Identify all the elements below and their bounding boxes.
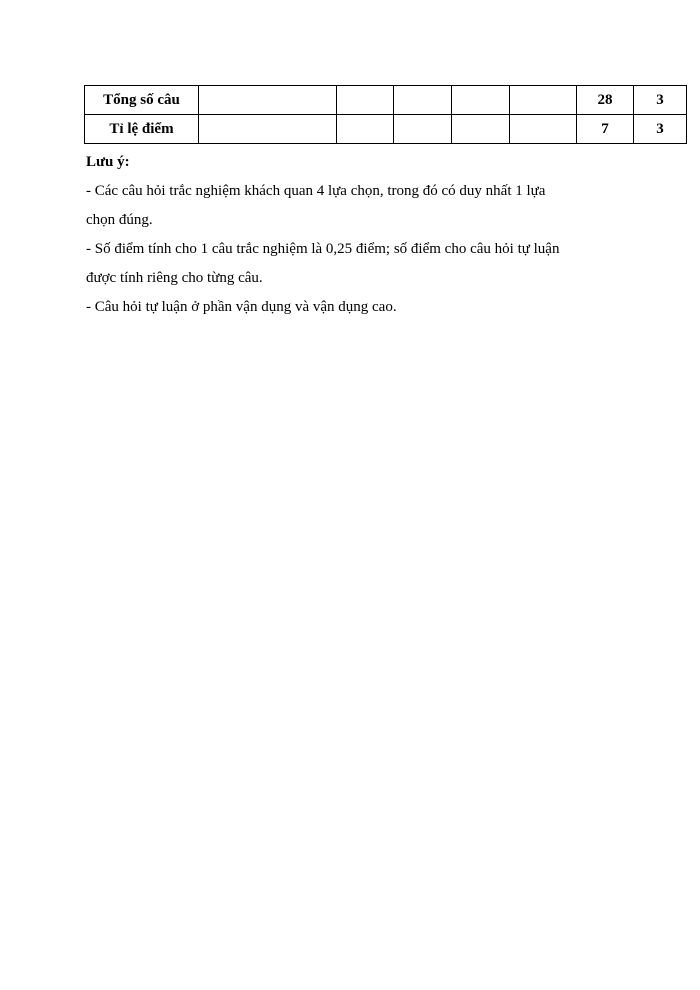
table-row [85, 115, 687, 144]
notes-title: Lưu ý: [86, 154, 130, 170]
notes-section [86, 148, 676, 322]
table-cell [394, 115, 452, 144]
row-label: Tỉ lệ điểm [85, 115, 199, 144]
table-cell [510, 86, 577, 115]
note-line: được tính riêng cho từng câu. [86, 270, 263, 286]
table-cell [510, 115, 577, 144]
table-cell [199, 115, 337, 144]
table-row [85, 86, 687, 115]
note-line: chọn đúng. [86, 212, 153, 228]
table-cell [394, 86, 452, 115]
note-line: - Số điểm tính cho 1 câu trắc nghiệm là 0,25 điểm; số điểm cho câu hỏi tự luận [86, 241, 560, 257]
table-cell [452, 86, 510, 115]
table-cell-total: 7 [577, 115, 634, 144]
note-line: - Các câu hỏi trắc nghiệm khách quan 4 lựa chọn, trong đó có duy nhất 1 lựa [86, 183, 546, 199]
table-cell [337, 115, 394, 144]
row-label: Tổng số câu [85, 86, 199, 115]
table-cell-total: 3 [634, 115, 687, 144]
table-cell-total: 28 [577, 86, 634, 115]
table-cell [199, 86, 337, 115]
table-cell [452, 115, 510, 144]
table-cell [337, 86, 394, 115]
summary-table [84, 85, 687, 144]
note-line: - Câu hỏi tự luận ở phần vận dụng và vận dụng cao. [86, 299, 397, 315]
table-cell-total: 3 [634, 86, 687, 115]
